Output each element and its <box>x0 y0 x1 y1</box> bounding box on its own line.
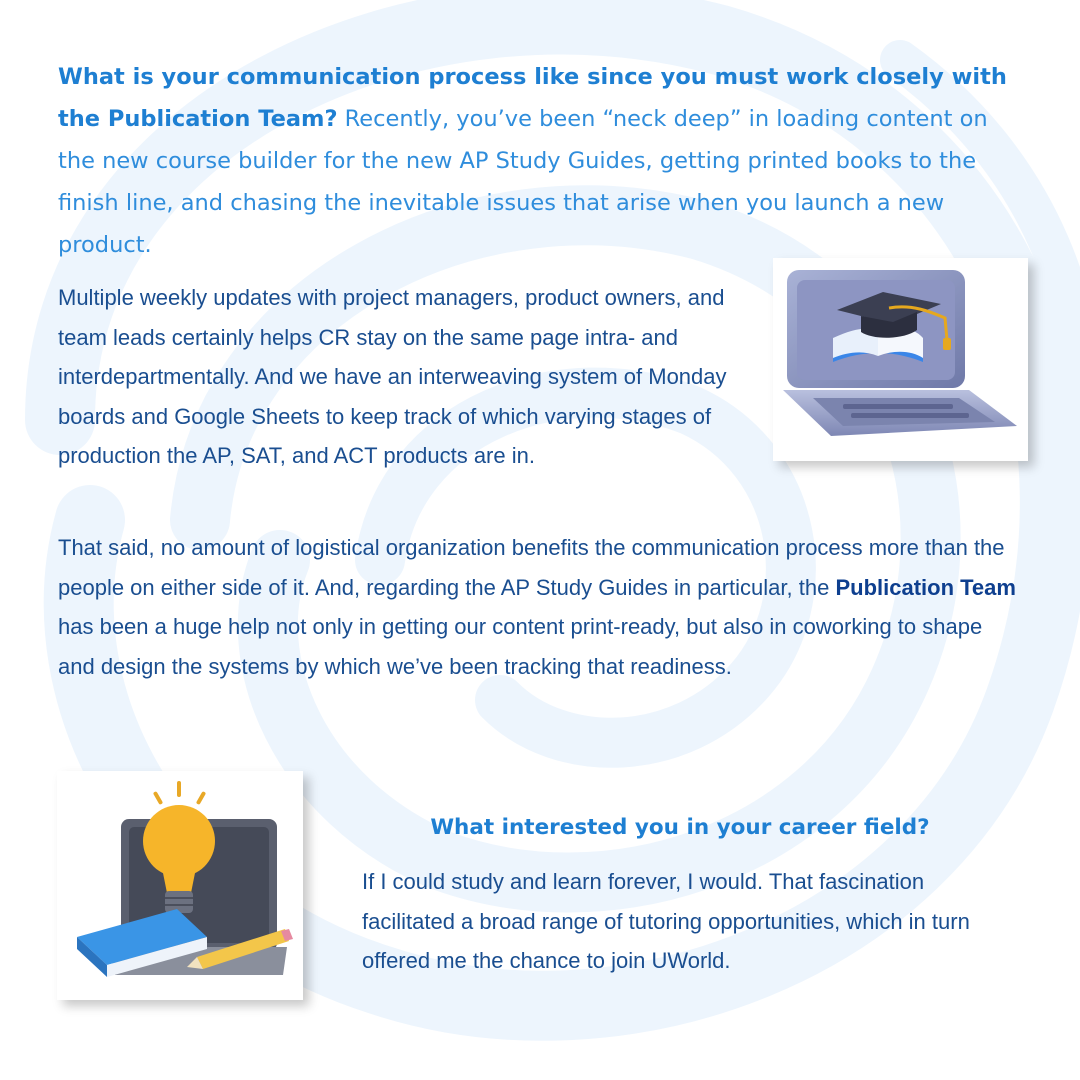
career-question: What interested you in your career field? <box>430 815 930 840</box>
intro-question: What is your communication process like since you must work closely with the Publication Team? <box>58 64 1007 132</box>
laptop-lightbulb-book-image <box>57 771 303 1000</box>
intro-text: Recently, you’ve been “neck deep” in loading content on the new course builder for the new AP Study Guides, getting printed books to the finish line, and chasing the inevitable issues that arise when you launch a new product. <box>58 106 988 258</box>
laptop-graduation-cap-icon <box>773 258 1028 461</box>
intro-paragraph <box>58 56 1008 266</box>
laptop-lightbulb-book-icon <box>57 771 303 1000</box>
laptop-graduation-cap-image <box>773 258 1028 461</box>
publication-team-highlight: Publication Team <box>835 574 1016 600</box>
paragraph2-text-after: has been a huge help not only in getting our content print-ready, but also in coworking to shape and design the systems by which we’ve been tracking that readiness. <box>58 614 983 679</box>
paragraph-publication-team <box>58 528 1020 686</box>
career-answer: If I could study and learn forever, I would. That fascination facilitated a broad range of tutoring opportunities, which in turn offered me the chance to join UWorld. <box>362 869 970 973</box>
paragraph-communication-updates: Multiple weekly updates with project managers, product owners, and team leads certainly helps CR stay on the same page intra- and interdepartmentally. And we have an interweaving system of Monday boards and Google Sheets to keep track of which varying stages of production the AP, SAT, and ACT products are in. <box>58 285 727 468</box>
paragraph2-text-before: That said, no amount of logistical organization benefits the communication process more than the people on either side of it. And, regarding the AP Study Guides in particular, the <box>58 535 1005 600</box>
